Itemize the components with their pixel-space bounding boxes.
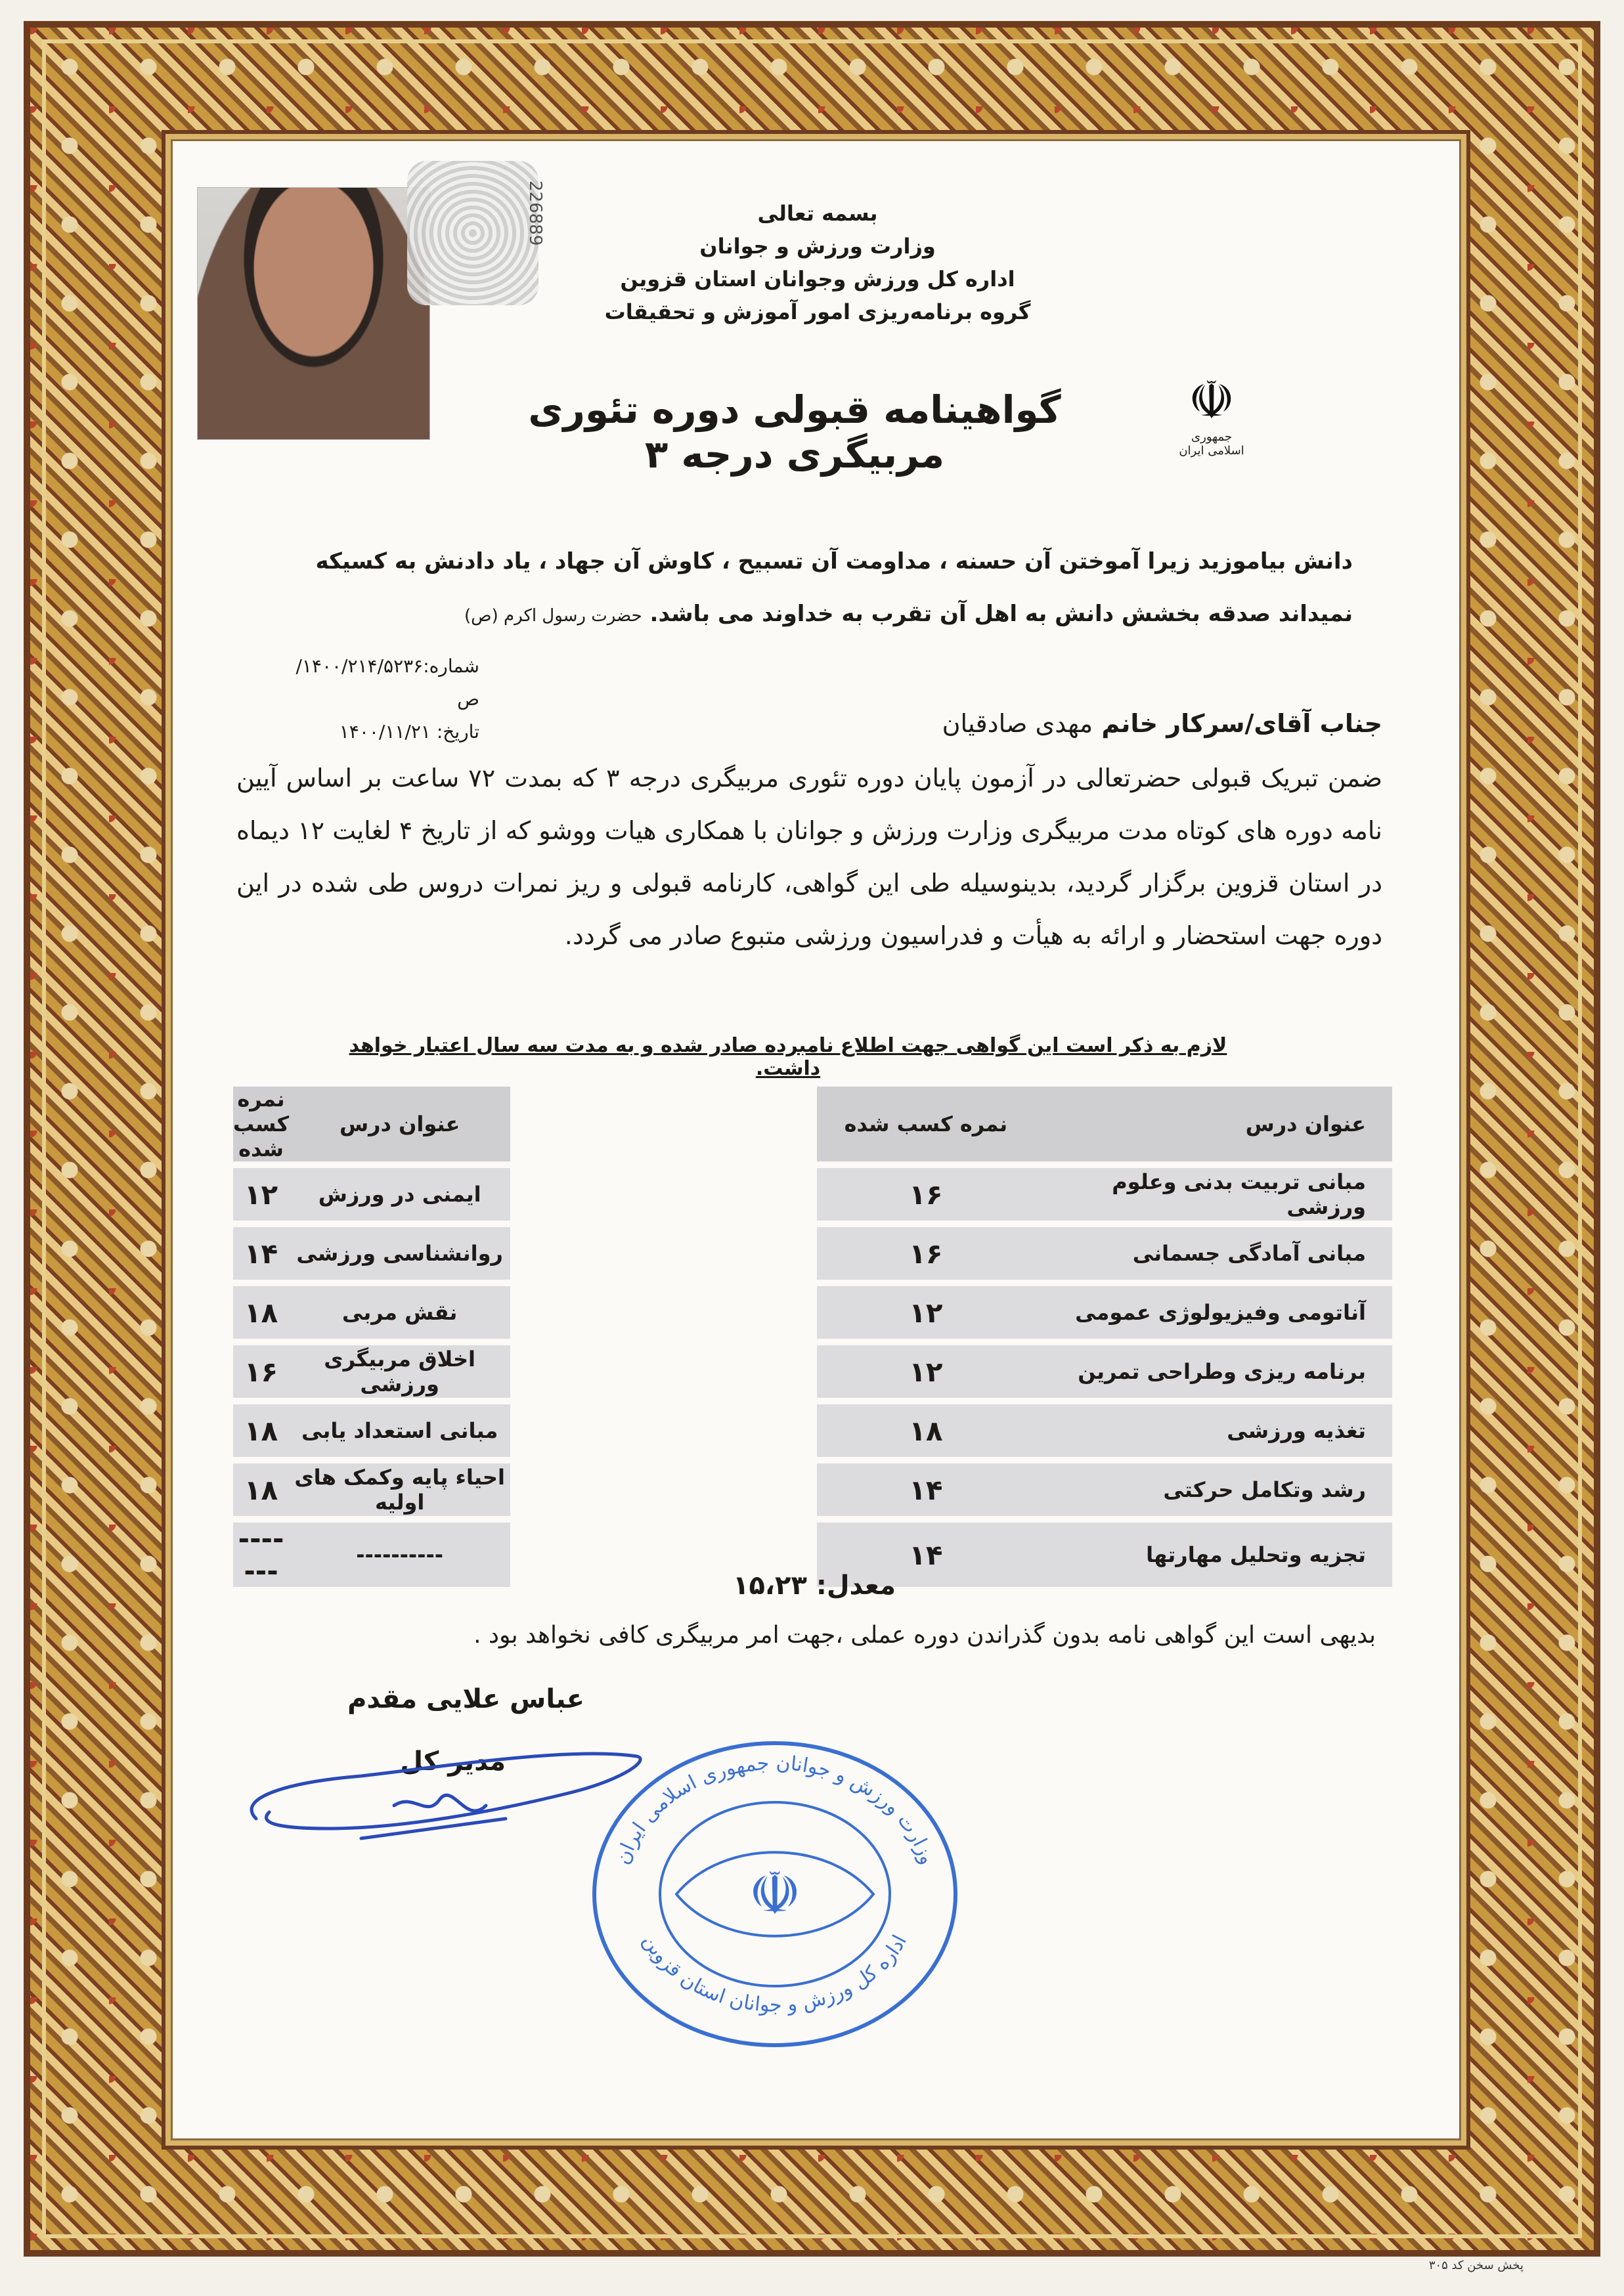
iran-emblem: [1175, 371, 1248, 463]
course-name-1: تغذیه ورزشی: [1035, 1404, 1392, 1457]
course-score-1: ۱۴: [817, 1463, 1035, 1516]
table-row: [233, 1286, 1392, 1339]
course-score-1: ۱۶: [817, 1227, 1035, 1280]
bismillah: بسمه تعالی: [757, 201, 878, 226]
course-name-1: مبانی آمادگی جسمانی: [1035, 1227, 1392, 1280]
validity-notice: لازم به ذکر است این گواهی جهت اطلاع نامبرده صادر شده و به مدت سه سال اعتبار خواهد داشت.: [349, 1034, 1227, 1080]
column-gap: [510, 1087, 816, 1161]
column-gap: [510, 1168, 816, 1221]
signer-title: مدیر کل: [400, 1746, 506, 1777]
hadith-quote: [250, 535, 1353, 642]
course-name-1: مبانی تربیت بدنی وعلوم ورزشی: [1035, 1168, 1392, 1221]
course-score-1: ۱۸: [817, 1404, 1035, 1457]
recipient-name: مهدی صادقیان: [942, 709, 1093, 738]
table-row: [233, 1463, 1392, 1516]
course-score-1: ۱۶: [817, 1168, 1035, 1221]
table-row: [233, 1168, 1392, 1221]
course-score-2: ۱۸: [233, 1463, 289, 1516]
course-name-2: مبانی استعداد یابی: [289, 1404, 510, 1457]
course-name-2: نقش مربی: [289, 1286, 510, 1339]
hologram-sticker: [407, 161, 545, 305]
hadith-text: دانش بیاموزید زیرا آموختن آن حسنه ، مداومت آن تسبیح ، کاوش آن جهاد ، یاد دادنش به کسیکه نمیداند صدقه بخشش دانش به اهل آن تقرب به خداوند می باشد.: [315, 548, 1353, 627]
course-score-2: ۱۴: [233, 1227, 289, 1280]
practical-note: بدیهی است این گواهی نامه بدون گذراندن دوره عملی ،جهت امر مربیگری کافی نخواهد بود .: [473, 1622, 1376, 1649]
certificate-body: ضمن تبریک قبولی حضرتعالی در آزمون پایان دوره تئوری مربیگری درجه ۳ که بمدت ۷۲ ساعت بر اساس آیین نامه دوره های کوتاه مدت مربیگری وزارت ورزش و جوانان با همکاری هیات ووشو که از تاریخ ۴ لغایت ۱۲ دیماه در استان قزوین برگزار گردید، بدینوسیله طی این گواهی، کارنامه قبولی و ریز نمرات دروس طی شده در این دوره جهت استحضار و ارائه به هیأت و فدراسیون ورزشی متبوع صادر می گردد.: [236, 764, 1383, 950]
addressee: [657, 709, 1382, 738]
header-score-1: نمره کسب شده: [817, 1087, 1035, 1161]
column-gap: [510, 1345, 816, 1398]
column-gap: [510, 1227, 816, 1280]
official-stamp: [578, 1727, 972, 2062]
salutation: جناب آقای/سرکار خانم: [1101, 709, 1382, 738]
course-score-1: ۱۲: [817, 1345, 1035, 1398]
emblem-caption: جمهوری اسلامی ایران: [1179, 430, 1244, 458]
table-row: [233, 1404, 1392, 1457]
course-name-1: آناتومی وفیزیولوژی عمومی: [1035, 1286, 1392, 1339]
course-score-1: ۱۴: [817, 1523, 1035, 1587]
signer-name: عباس علایی مقدم: [347, 1684, 584, 1714]
course-score-2: ۱۶: [233, 1345, 289, 1398]
course-score-2: ۱۲: [233, 1168, 289, 1221]
reference-block: [289, 650, 479, 748]
certificate-title: گواهینامه قبولی دوره تئوری مربیگری درجه ۳: [528, 387, 1061, 477]
reference-date: تاریخ: ۱۴۰۰/۱۱/۲۱: [339, 721, 479, 743]
reference-number: شماره:۱۴۰۰/۲۱۴/۵۲۳۶/ص: [296, 655, 479, 710]
stamp-inner-text: اداره کل ورزش و جوانان استان قزوین: [638, 1930, 912, 2017]
table-row: [233, 1345, 1392, 1398]
column-gap: [510, 1286, 816, 1339]
course-score-2: ۱۸: [233, 1404, 289, 1457]
grades-body: [233, 1168, 1392, 1587]
course-score-2: -------: [233, 1523, 289, 1587]
group-name: گروه برنامه‌ریزی امور آموزش و تحقیقات: [604, 299, 1031, 324]
course-name-2: ایمنی در ورزش: [289, 1168, 510, 1221]
course-score-1: ۱۲: [817, 1286, 1035, 1339]
course-name-1: تجزیه وتحلیل مهارتها: [1035, 1523, 1392, 1587]
letterhead: [565, 197, 1070, 328]
svg-text:☫: ☫: [748, 1859, 802, 1928]
header-course-1: عنوان درس: [1035, 1087, 1392, 1161]
office-name: اداره کل ورزش وجوانان استان قزوین: [620, 267, 1015, 292]
stamp-outer-text: وزارت ورزش و جوانان جمهوری اسلامی ایران: [611, 1751, 939, 1868]
ministry-name: وزارت ورزش و جوانان: [699, 234, 936, 259]
course-name-2: اخلاق مربیگری ورزشی: [289, 1345, 510, 1398]
table-header-row: [233, 1087, 1392, 1161]
header-score-2: نمره کسب شده: [233, 1087, 290, 1161]
header-course-2: عنوان درس: [289, 1087, 510, 1161]
course-name-2: روانشناسی ورزشی: [289, 1227, 510, 1280]
hadith-citation: حضرت رسول اکرم (ص): [464, 606, 642, 626]
holder-photo: [197, 187, 430, 440]
column-gap: [510, 1463, 816, 1516]
hologram-code: 226889: [525, 181, 545, 246]
print-footer: پخش سخن کد ۳۰۵: [1428, 2259, 1524, 2272]
emblem-icon: ☫: [1188, 370, 1235, 431]
column-gap: [510, 1404, 816, 1457]
course-name-1: رشد وتکامل حرکتی: [1035, 1463, 1392, 1516]
course-score-2: ۱۸: [233, 1286, 289, 1339]
table-row: [233, 1227, 1392, 1280]
grades-table: [233, 1080, 1392, 1593]
course-name-1: برنامه ریزی وطراحی تمرین: [1035, 1345, 1392, 1398]
course-name-2: ----------: [289, 1523, 510, 1587]
course-name-2: احیاء پایه وکمک های اولیه: [289, 1463, 510, 1516]
average-score: معدل: ۱۵،۲۳: [733, 1570, 896, 1601]
